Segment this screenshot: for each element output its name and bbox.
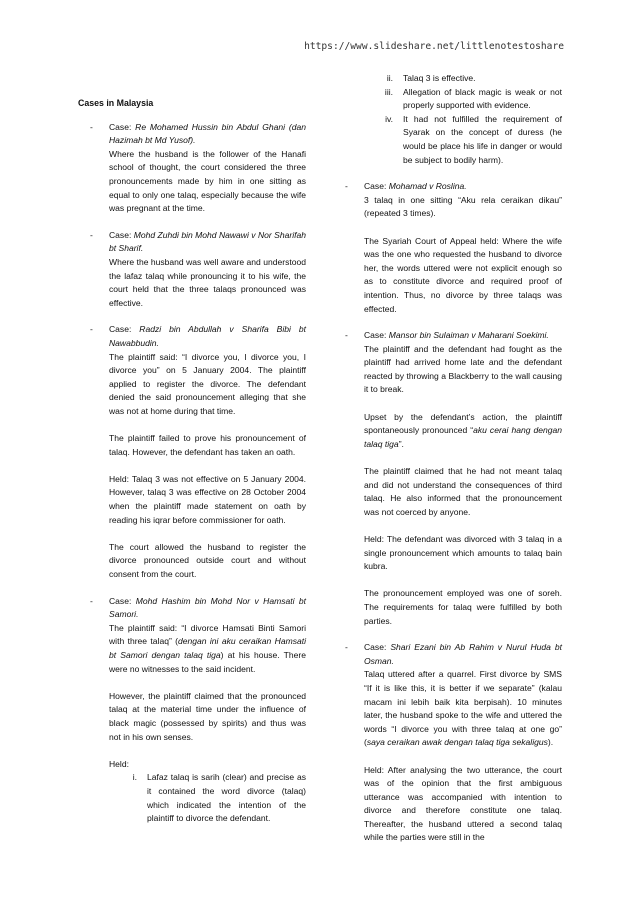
case-title: Case: Radzi bin Abdullah v Sharifa Bibi bt Nawabbudin. bbox=[109, 324, 307, 348]
case-text: The Syariah Court of Appeal held: Where the wife was the one who requested the husband to divorce her, the words uttered were not explicit enough so as to constitute divorce and required proof of intention. Thus, no divorce by three talaqs was effected. bbox=[364, 235, 562, 314]
case-title: Case: Shari Ezani bin Ab Rahim v Nurul Huda bt Osman. bbox=[364, 642, 563, 666]
bullet-dash: - bbox=[345, 181, 348, 192]
case-text: Where the husband was well aware and understood the lafaz talaq while pronouncing it to his wife, the court held that the three talaqs pronounced was effective. bbox=[109, 256, 306, 308]
case-entry bbox=[333, 180, 562, 316]
case-text: Where the husband is the follower of the Hanafi school of thought, the court considered the three pronouncements made by him in one sitting as equal to only one talaq, especially because the wife was pregnant at the time. bbox=[109, 148, 306, 214]
case-entry bbox=[78, 323, 306, 581]
case-entry bbox=[78, 595, 306, 826]
case-text: The plaintiff claimed that he had not meant talaq and did not understand the consequences of third talaq. He also informed that the pronouncement was not coerced by anyone. bbox=[364, 466, 562, 517]
bullet-dash: - bbox=[90, 229, 93, 240]
bullet-dash: - bbox=[90, 324, 93, 335]
left-column bbox=[78, 97, 306, 839]
held-list-continued bbox=[357, 72, 562, 167]
case-text: However, the plaintiff claimed that the pronounced talaq at the material time under the influence of black magic (possessed by spirits) and thus was not in his own senses. bbox=[109, 690, 306, 742]
held-label: Held: bbox=[109, 758, 129, 769]
bullet-dash: - bbox=[90, 595, 93, 606]
case-text: Upset by the defendant’s action, the plaintiff spontaneously pronounced “aku cerai hang dengan talaq tiga”. bbox=[364, 411, 562, 449]
case-title: Case: Mohd Zuhdi bin Mohd Nawawi v Nor Sharifah bt Sharif. bbox=[109, 229, 307, 254]
case-text: Talaq uttered after a quarrel. First divorce by SMS “If it is like this, it is better if we separate” (kalau macam ini lebih baik kita berpisah). 10 minutes later, the husband spoke to the wife and uttered the words “I divorce you with three talaq at one go” (saya ceraikan awak dengan talaq tiga sekaligus). bbox=[364, 669, 562, 748]
case-text: The plaintiff said: “I divorce Hamsati Binti Samori with three talaq” (dengan ini aku ceraikan Hamsati bt Samori dengan talaq tiga) at his house. There were no witnesses to the said incident. bbox=[109, 622, 306, 674]
case-title: Case: Mohamad v Roslina. bbox=[364, 181, 467, 192]
case-text: Held: Talaq 3 was not effective on 5 January 2004. However, talaq 3 was effective on 28 October 2004 when the plaintiff made statement on oath by reading his iqrar before commissioner for oath. bbox=[109, 473, 306, 525]
case-text: Held: The defendant was divorced with 3 talaq in a single pronouncement which amounts to talaq bain kubra. bbox=[364, 534, 562, 572]
case-text: The pronouncement employed was one of soreh. The requirements for talaq were fulfilled by both parties. bbox=[364, 588, 562, 626]
held-list bbox=[109, 771, 306, 825]
case-title: Case: Mansor bin Sulaiman v Maharani Soekimi. bbox=[364, 330, 549, 341]
case-text: The plaintiff failed to prove his pronouncement of talaq. However, the defendant has taken an oath. bbox=[109, 433, 306, 457]
case-entry bbox=[333, 641, 562, 845]
case-text: Held: After analysing the two utterance, the court was of the opinion that the first ambiguous utterance was accompanied with intention to divorce and therefore constitute one talaq. Thereafter, the husband uttered a second talaq while the parties were still in the bbox=[364, 764, 562, 843]
list-item: iii. Allegation of black magic is weak or not properly supported with evidence. bbox=[384, 86, 562, 111]
list-item: ii. Talaq 3 is effective. bbox=[386, 73, 476, 83]
bullet-dash: - bbox=[345, 642, 348, 653]
section-heading: Cases in Malaysia bbox=[78, 98, 154, 108]
case-text: The court allowed the husband to register the divorce pronounced outside court and without consent from the court. bbox=[109, 541, 306, 579]
list-item: iv. It had not fulfilled the requirement of Syarak on the concept of duress (he would be place his life in danger or would be subject to bodily harm). bbox=[385, 113, 562, 165]
right-column bbox=[345, 72, 563, 845]
case-title: Case: Re Mohamed Hussin bin Abdul Ghani (dan Hazimah bt Md Yusof). bbox=[109, 121, 307, 146]
bullet-dash: - bbox=[90, 121, 93, 132]
list-item: i. Lafaz talaq is sarih (clear) and precise as it contained the word divorce (talaq) which indicated the intention of the plaintiff to divorce the defendant. bbox=[132, 772, 306, 824]
case-title: Case: Mohd Hashim bin Mohd Nor v Hamsati bt Samori. bbox=[109, 595, 307, 620]
bullet-dash: - bbox=[345, 330, 348, 341]
case-text: The plaintiff said: “I divorce you, I divorce you, I divorce you” on 5 January 2004. The plaintiff applied to register the divorce. The defendant denied the said pronouncement alleging that she was not at home during that time. bbox=[109, 351, 306, 416]
case-entry bbox=[333, 329, 562, 628]
source-url: https://www.slideshare.net/littlenotestoshare bbox=[304, 41, 564, 52]
case-entry bbox=[78, 121, 306, 216]
case-text: The plaintiff and the defendant had fought as the plaintiff had arrived home late and the defendant reacted by throwing a Blackberry to the wall causing it to break. bbox=[364, 343, 562, 395]
case-text: 3 talaq in one sitting “Aku rela ceraikan dikau” (repeated 3 times). bbox=[364, 194, 562, 219]
case-entry bbox=[78, 229, 306, 311]
